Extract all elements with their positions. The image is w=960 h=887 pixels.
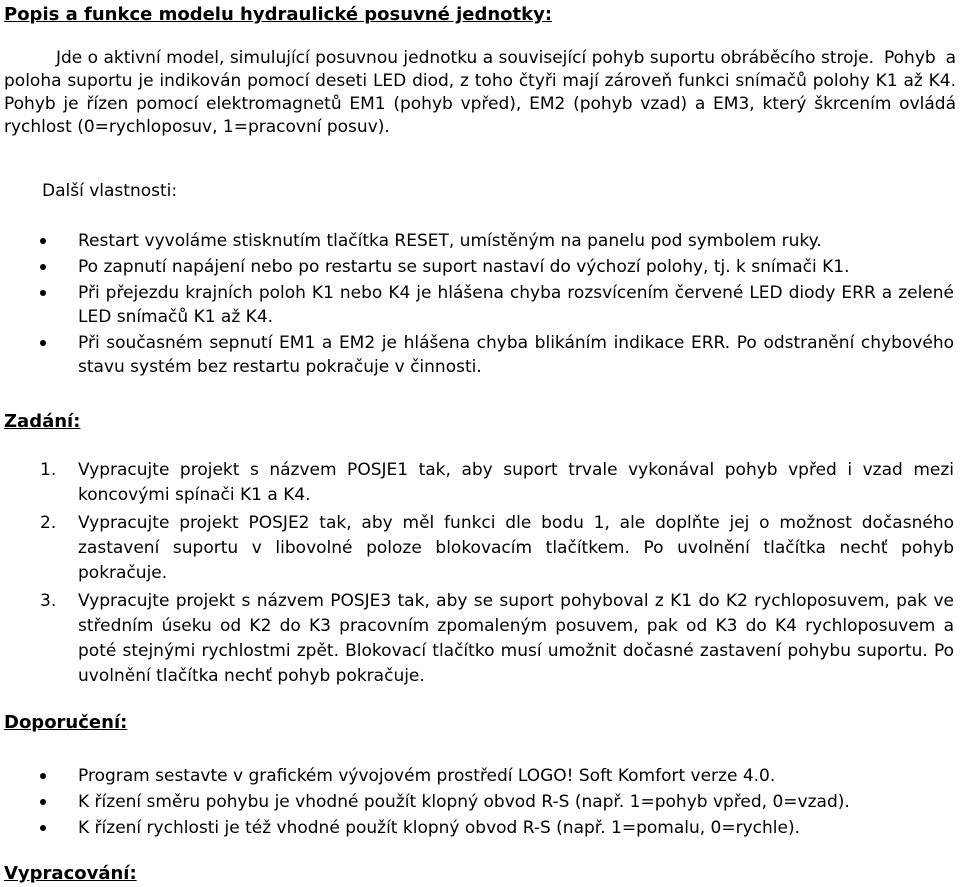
work-heading: Vypracování: — [4, 863, 137, 884]
intro-paragraph — [4, 47, 956, 139]
list-item: K řízení rychlosti je též vhodné použít klopný obvod R-S (např. 1=pomalu, 0=rychle). — [0, 816, 954, 840]
recommendations-list — [0, 764, 960, 842]
bullet-icon — [40, 340, 46, 346]
assignment-list — [0, 458, 960, 692]
properties-label: Další vlastnosti: — [42, 181, 178, 201]
bullet-icon — [40, 825, 46, 831]
bullet-icon — [40, 773, 46, 779]
list-item: Při přejezdu krajních poloh K1 nebo K4 je hlášena chyba rozsvícením červené LED diody ERR a zelené LED snímačů K1 až K4. — [0, 281, 954, 329]
assignment-heading: Zadání: — [4, 411, 81, 432]
list-item: K řízení směru pohybu je vhodné použít klopný obvod R-S (např. 1=pohyb vpřed, 0=vzad). — [0, 790, 954, 814]
properties-list — [0, 229, 960, 381]
list-item: Po zapnutí napájení nebo po restartu se suport nastaví do výchozí polohy, tj. k snímači K1. — [0, 255, 954, 279]
bullet-icon — [40, 290, 46, 296]
document-title: Popis a funkce modelu hydraulické posuvné jednotky: — [4, 4, 553, 25]
bullet-icon — [40, 238, 46, 244]
bullet-icon — [40, 799, 46, 805]
task-item: 3. Vypracujte projekt s názvem POSJE3 tak, aby se suport pohyboval z K1 do K2 rychloposuvem, pak ve středním úseku od K2 do K3 pracovním zpomaleným posuvem, pak od K3 do K4 rychloposuvem a poté stejnými rychlostmi zpět. Blokovací tlačítko musí umožnit dočasné zastavení pohybu suportu. Po uvolnění tlačítka nechť pohyb pokračuje. — [40, 591, 954, 686]
task-item: 2. Vypracujte projekt POSJE2 tak, aby měl funkci dle bodu 1, ale doplňte jej o možnost dočasného zastavení suportu v libovolné poloze blokovacím tlačítkem. Po uvolnění tlačítka nechť pohyb pokračuje. — [40, 513, 954, 583]
list-item: Při současném sepnutí EM1 a EM2 je hlášena chyba blikáním indikace ERR. Po odstranění chybového stavu systém bez restartu pokračuje v činnosti. — [0, 331, 954, 379]
list-item: Restart vyvoláme stisknutím tlačítka RESET, umístěným na panelu pod symbolem ruky. — [0, 229, 954, 253]
intro-first-line: Jde o aktivní model, simulující posuvnou jednotku a související pohyb suportu obráběcího stroje. — [56, 48, 875, 68]
bullet-icon — [40, 264, 46, 270]
recommendations-heading: Doporučení: — [4, 712, 128, 733]
task-item: 1. Vypracujte projekt s názvem POSJE1 tak, aby suport trvale vykonával pohyb vpřed i vzad mezi koncovými spínači K1 a K4. — [40, 460, 954, 505]
intro-rest: Pohyb a poloha suportu je indikován pomocí deseti LED diod, z toho čtyři mají zároveň funkci snímačů polohy K1 až K4. Pohyb je řízen pomocí elektromagnetů EM1 (pohyb vpřed), EM2 (pohyb vzad) a EM3, který škrcením ovládá rychlost (0=rychloposuv, 1=pracovní posuv). — [4, 48, 956, 137]
list-item: Program sestavte v grafickém vývojovém prostředí LOGO! Soft Komfort verze 4.0. — [0, 764, 954, 788]
